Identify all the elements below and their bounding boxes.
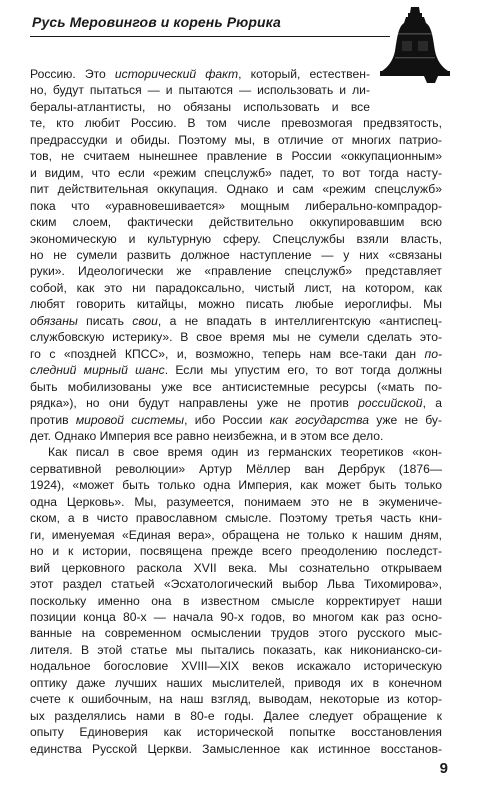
- text-line: [30, 99, 370, 115]
- text-run: собой, как это ни парадоксально, чистый лист, на котором, как: [30, 280, 442, 295]
- text-line: [30, 708, 442, 724]
- text-line: [30, 181, 442, 197]
- italic-run: свои: [132, 313, 158, 328]
- text-run: рядка»), но они будут направлены уже не против: [30, 396, 359, 411]
- text-run: пит действительная оккупация. Однако и сам «режим спецслужб»: [30, 182, 442, 197]
- text-line: [30, 412, 442, 428]
- text-run: ским слоем, фактически действительно оккупировавшим всю: [30, 215, 442, 230]
- text-line: [30, 263, 442, 279]
- text-run: Как писал в свое время один из германских теоретиков «кон-: [48, 445, 442, 460]
- text-line: [30, 362, 442, 378]
- text-run: Россию. Это: [30, 67, 115, 81]
- text-run: против: [30, 412, 76, 427]
- text-run: го с «поздней КПСС», и, возможно, теперь нам все-таки дан: [30, 346, 425, 361]
- text-run: но, будут пытаться — и пытаются — использовать и ли-: [30, 83, 370, 98]
- text-line: [30, 576, 442, 592]
- text-line: [30, 198, 442, 214]
- text-line: [30, 231, 442, 247]
- text-run: , который, естествен-: [238, 67, 370, 81]
- body-text: [30, 66, 442, 757]
- text-run: оптику даже лучших наших мыслителей, приводя их в конечном: [30, 675, 442, 690]
- text-run: пока что «уравновешивается» мощным либерально-компрадор-: [30, 198, 442, 213]
- text-line: [30, 296, 442, 312]
- text-line: [30, 461, 442, 477]
- text-line: [30, 510, 442, 526]
- text-run: , а не впадать в интеллигентскую «антиспец-: [157, 313, 443, 328]
- text-run: , а: [422, 396, 442, 411]
- italic-run: российской: [358, 396, 423, 411]
- text-run: ванные на современном осмыслении трудов этого русского мыс-: [30, 626, 442, 641]
- text-line: [30, 165, 442, 181]
- page-number: 9: [439, 760, 448, 777]
- text-run: лителя. В этой статье мы пытались показать, как никонианско-си-: [30, 642, 442, 657]
- text-run: ском, а в чисто православном смысле. Поэтому третья часть кни-: [30, 511, 442, 526]
- text-run: поскольку именно она в известном смысле корректирует наши: [30, 593, 442, 608]
- text-line: [30, 82, 370, 98]
- text-line: [30, 593, 442, 609]
- text-run: 1924), «может быть только одна Империя, как может быть только: [30, 478, 442, 493]
- italic-run: следний мирный шанс: [30, 363, 165, 378]
- text-line: [30, 527, 442, 543]
- text-line: [30, 691, 442, 707]
- text-run: ых разделялись нами в 80-е годы. Далее следует обращение к: [30, 708, 442, 723]
- text-line: [30, 132, 442, 148]
- text-line: [30, 395, 442, 411]
- text-line: [30, 741, 442, 757]
- text-run: этот раздел статьей «Эсхатологический выбор Льва Тихомирова»,: [30, 577, 442, 592]
- text-line: [30, 642, 442, 658]
- text-run: уже не бу-: [368, 412, 442, 427]
- text-run: и видим, что если «режим спецслужб» падет, то вот тогда насту-: [30, 165, 442, 180]
- text-run: тов, не считаем нынешнее правление в России «оккупационным»: [30, 149, 442, 164]
- text-run: писать: [77, 313, 133, 328]
- text-run: те, кто любит Россию. В том числе превозмогая предвзятость,: [30, 116, 442, 131]
- text-run: вий церковного раскола XVII века. Мы сознательно открываем: [30, 560, 442, 575]
- text-line: [30, 724, 442, 740]
- text-line: [30, 346, 442, 362]
- text-line: [30, 148, 442, 164]
- text-line: [30, 675, 442, 691]
- italic-run: мировой системы: [75, 412, 185, 427]
- text-run: нодальное богословие XVIII—XIX веков искажало историческую: [30, 659, 442, 674]
- text-run: руки». Идеологически же «правление спецслужб» представляет: [30, 264, 442, 279]
- text-line: [30, 494, 442, 510]
- text-run: любят говорить китайцы, можно писать любые иероглифы. Мы: [30, 297, 442, 312]
- text-run: быть мобилизованы уже все антисистемные ресурсы («мать по-: [30, 379, 442, 394]
- italic-run: обязаны: [30, 313, 78, 328]
- text-line: [30, 444, 442, 460]
- text-run: позиции конца 80-х — начала 90-х годов, во многом как раз осно-: [30, 609, 442, 624]
- text-run: службовскую истерику». В свое время мы не сумели сделать это-: [30, 330, 442, 345]
- text-run: счете к ошибочным, на наш взгляд, выводам, некоторые из котор-: [30, 692, 442, 707]
- text-line: [30, 477, 442, 493]
- text-line: [30, 379, 442, 395]
- text-run: одна Церковь». Мы, разумеется, понимаем это не в экумениче-: [30, 494, 442, 509]
- text-line: [30, 66, 370, 82]
- text-run: , ибо России: [184, 412, 270, 427]
- text-line: [30, 428, 442, 444]
- text-line: [30, 214, 442, 230]
- italic-run: по-: [424, 346, 442, 361]
- text-run: экономическую и культурную сферу. Спецслужбы взяли власть,: [30, 231, 442, 246]
- text-run: бералы-атлантисты, но обязаны использовать и все: [30, 99, 370, 114]
- text-run: но не сумели развить должное наступление — у них «связаны: [30, 247, 442, 262]
- text-run: . Если мы упустим его, то вот тогда должны: [164, 363, 443, 378]
- text-run: единства Русской Церкви. Замысленное как истинное восстанов-: [30, 741, 442, 756]
- text-line: [30, 280, 442, 296]
- text-line: [30, 247, 442, 263]
- text-line: [30, 609, 442, 625]
- header-rule: [30, 36, 390, 37]
- text-line: [30, 313, 442, 329]
- text-line: [30, 625, 442, 641]
- text-run: сервативной революции» Артур Мёллер ван Дербрук (1876—: [30, 461, 442, 476]
- text-line: [30, 543, 442, 559]
- text-run: опыту Единоверия как исторической попытке восстановления: [30, 725, 442, 740]
- text-run: предрассудки и обиды. Поэтому мы, в отличие от многих патрио-: [30, 132, 442, 147]
- italic-run: исторический факт: [114, 67, 239, 81]
- text-line: [30, 658, 442, 674]
- text-run: дет. Однако Империя все равно неизбежна, и в этом все дело.: [30, 428, 384, 443]
- running-title: Русь Меровингов и корень Рюрика: [32, 14, 281, 30]
- italic-run: как государства: [269, 412, 369, 427]
- text-line: [30, 329, 442, 345]
- text-line: [30, 115, 442, 131]
- text-run: но и к истории, посвящена прежде всего преодолению последст-: [30, 544, 442, 559]
- text-run: ги, именуемая «Единая вера», обращена не только к нашим дням,: [30, 527, 442, 542]
- text-line: [30, 560, 442, 576]
